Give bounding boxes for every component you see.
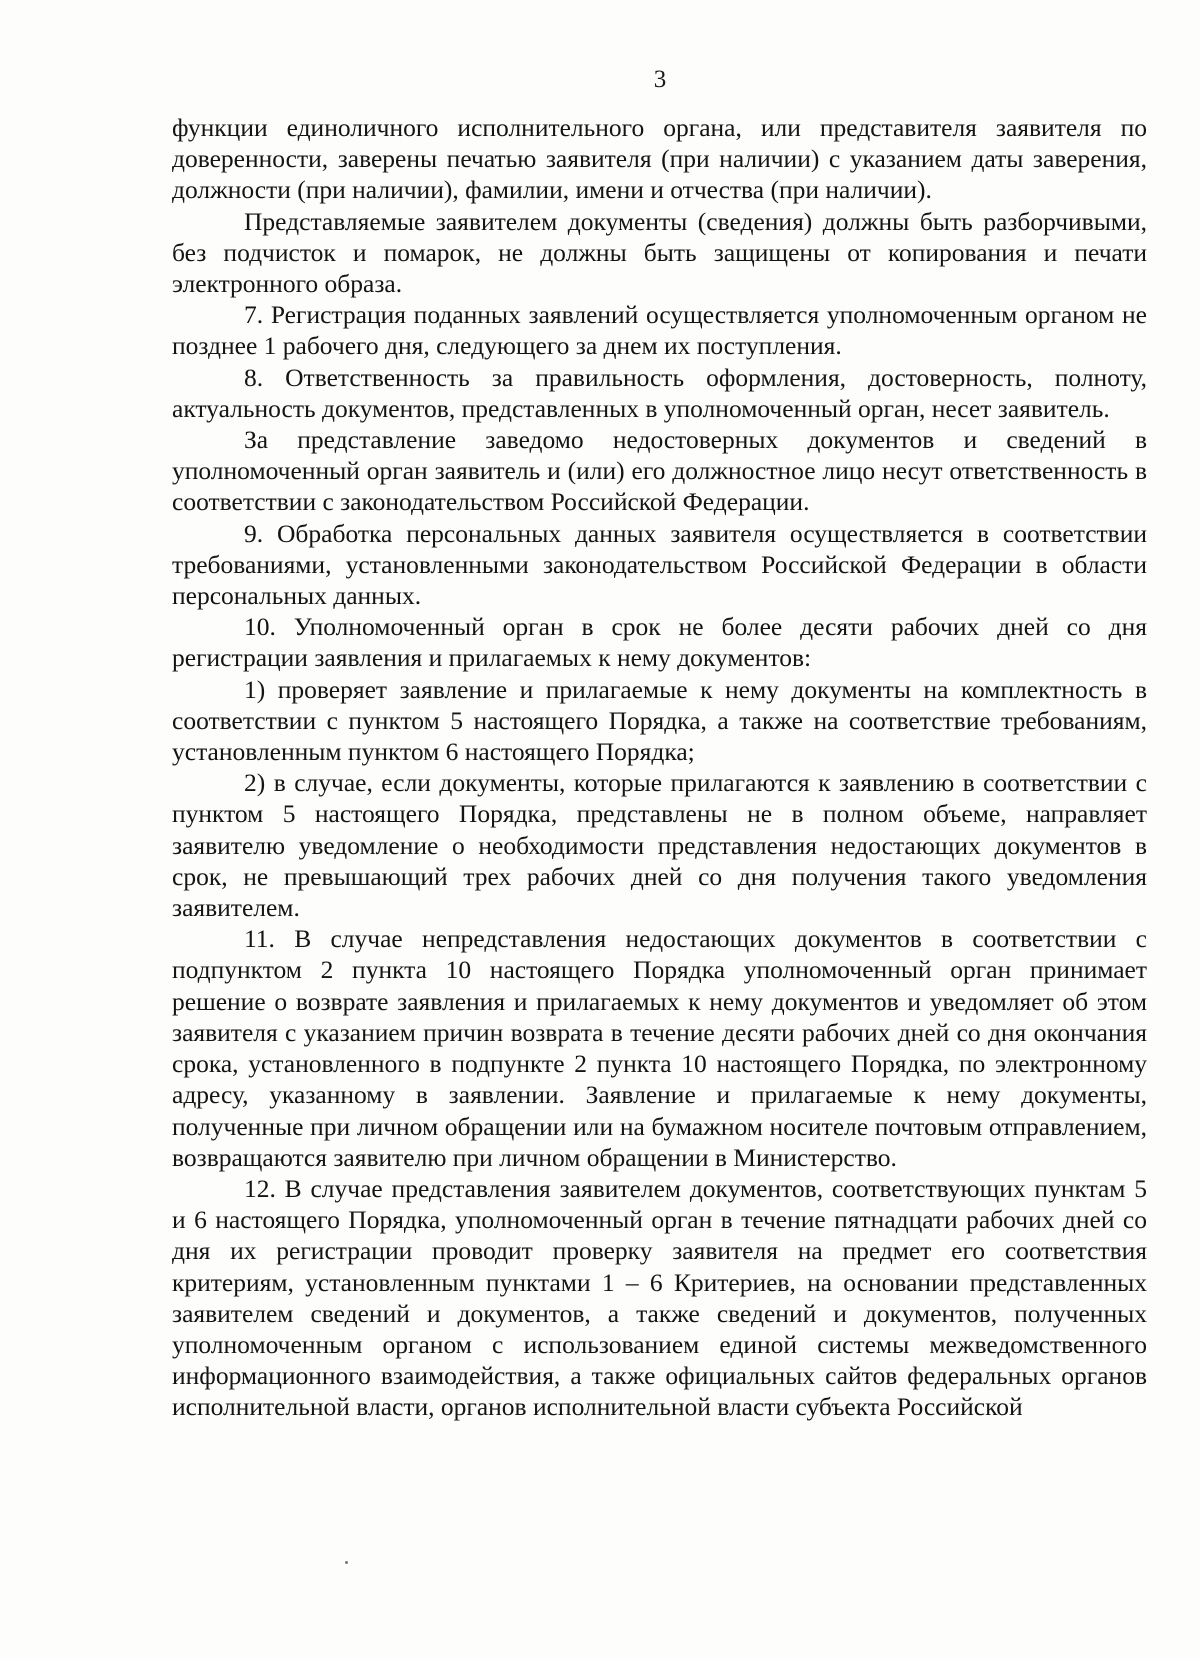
- paragraph-clause-10-item-1: 1) проверяет заявление и прилагаемые к нему документы на комплектность в соответствии с пунктом 5 настоящего Порядка, а также на соответствие требованиям, установленным пунктом 6 настоящего Порядка;: [172, 674, 1147, 767]
- paragraph-clause-10-item-2: 2) в случае, если документы, которые прилагаются к заявлению в соответствии с пунктом 5 настоящего Порядка, представлены не в полном объеме, направляет заявителю уведомление о необходимости представления недостающих документов в срок, не превышающий трех рабочих дней со дня получения такого уведомления заявителем.: [172, 768, 1147, 923]
- paragraph-continuation: функции единоличного исполнительного органа, или представителя заявителя по доверенности, заверены печатью заявителя (при наличии) с указанием даты заверения, должности (при наличии), фамилии, имени и отчества (при наличии).: [172, 113, 1147, 205]
- paragraph-clause-12: 12. В случае представления заявителем документов, соответствующих пунктам 5 и 6 настоящего Порядка, уполномоченный орган в течение пятнадцати рабочих дней со дня их регистрации проводит проверку заявителя на предмет его соответствия критериям, установленным пунктами 1 – 6 Критериев, на основании представленных заявителем сведений и документов, а также сведений и документов, полученных уполномоченным органом с использованием единой системы межведомственного информационного взаимодействия, а также официальных сайтов федеральных органов исполнительной власти, органов исполнительной власти субъекта Российской: [172, 1173, 1147, 1422]
- paragraph-clause-11: 11. В случае непредставления недостающих документов в соответствии с подпунктом 2 пункта 10 настоящего Порядка уполномоченный орган принимает решение о возврате заявления и прилагаемых к нему документов и уведомляет об этом заявителя с указанием причин возврата в течение десяти рабочих дней со дня окончания срока, установленного в подпункте 2 пункта 10 настоящего Порядка, по электронному адресу, указанному в заявлении. Заявление и прилагаемые к нему документы, полученные при личном обращении или на бумажном носителе почтовым отправлением, возвращаются заявителю при личном обращении в Министерство.: [172, 924, 1147, 1172]
- paragraph-clause-8: 8. Ответственность за правильность оформления, достоверность, полноту, актуальность документов, представленных в уполномоченный орган, несет заявитель.: [172, 362, 1147, 423]
- scan-speck: [345, 1561, 348, 1564]
- document-body: [172, 112, 1147, 1423]
- page-number: 3: [653, 66, 667, 93]
- paragraph-document-requirements: Представляемые заявителем документы (сведения) должны быть разборчивыми, без подчисток и помарок, не должны быть защищены от копирования и печати электронного образа.: [172, 206, 1147, 299]
- paragraph-clause-9: 9. Обработка персональных данных заявителя осуществляется в соответствии требованиями, установленными законодательством Российской Федерации в области персональных данных.: [172, 518, 1147, 611]
- paragraph-clause-7: 7. Регистрация поданных заявлений осуществляется уполномоченным органом не позднее 1 рабочего дня, следующего за днем их поступления.: [172, 300, 1147, 361]
- paragraph-liability: За представление заведомо недостоверных документов и сведений в уполномоченный орган заявитель и (или) его должностное лицо несут ответственность в соответствии с законодательством Российской Федерации.: [172, 425, 1147, 517]
- paragraph-clause-10: 10. Уполномоченный орган в срок не более десяти рабочих дней со дня регистрации заявления и прилагаемых к нему документов:: [172, 612, 1147, 673]
